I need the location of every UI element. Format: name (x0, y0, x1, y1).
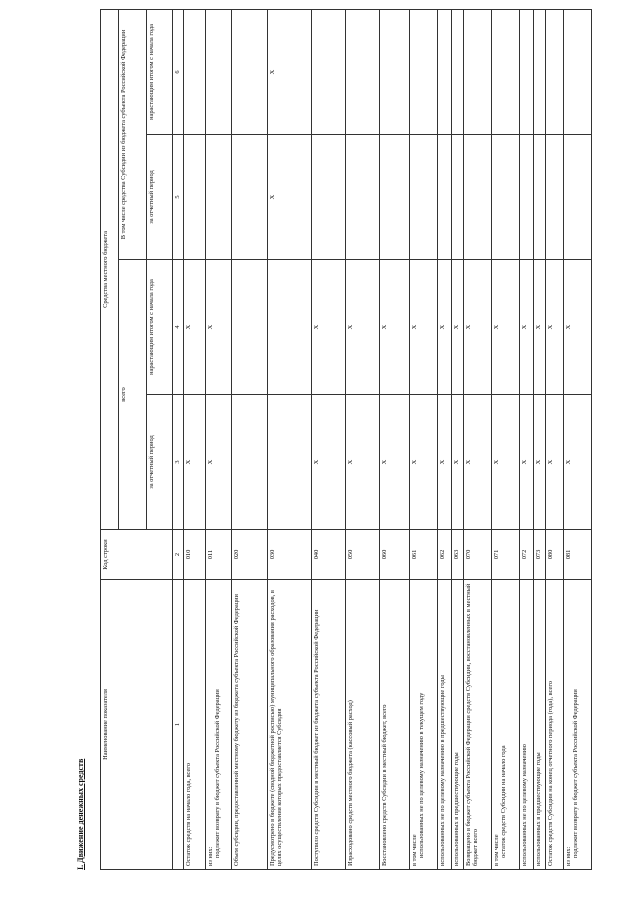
line-code-cell: 063 (451, 530, 463, 580)
value-cell-c3: Х (437, 395, 451, 530)
indicator-name-line: подлежит возврату в бюджет субъекта Российской Федерации (214, 689, 222, 858)
indicator-name-line: Восстановлено средств Субсидии в местный бюджет, всего (380, 704, 388, 866)
value-cell-c6 (545, 9, 563, 134)
line-code-cell: 060 (379, 530, 409, 580)
table-row (463, 9, 491, 869)
indicator-name-cell (519, 580, 533, 870)
column-number: 6 (173, 9, 184, 134)
line-code-cell: 070 (463, 530, 491, 580)
value-cell-c6 (491, 9, 519, 134)
value-cell-c6 (205, 9, 231, 134)
indicator-name-line: из них: (206, 846, 214, 866)
value-cell-c5 (345, 135, 379, 260)
header-total-period: за отчетный период (147, 395, 173, 530)
line-code-cell: 081 (563, 530, 591, 580)
value-cell-c5: Х (267, 135, 311, 260)
table-row (437, 9, 451, 869)
indicator-name-cell (451, 580, 463, 870)
value-cell-c3: Х (379, 395, 409, 530)
table-body (183, 9, 591, 869)
header-total-cumulative: нарастающим итогом с начала года (147, 260, 173, 395)
line-code-cell: 040 (311, 530, 345, 580)
line-code-cell: 062 (437, 530, 451, 580)
value-cell-c6 (563, 9, 591, 134)
value-cell-c5 (545, 135, 563, 260)
table-row (205, 9, 231, 869)
value-cell-c6: Х (267, 9, 311, 134)
value-cell-c5 (409, 135, 437, 260)
value-cell-c5 (491, 135, 519, 260)
value-cell-c4: Х (379, 260, 409, 395)
indicator-name-cell (311, 580, 345, 870)
value-cell-c3: Х (491, 395, 519, 530)
header-incl-subsidy: В том числе средства Субсидии из бюджета субъекта Российской Федерации (119, 9, 147, 259)
indicator-name-cell (533, 580, 545, 870)
value-cell-c4: Х (345, 260, 379, 395)
line-code-cell: 010 (183, 530, 205, 580)
value-cell-c4: Х (437, 260, 451, 395)
indicator-name-line: использованных не по целевому назначению в текущем году (418, 692, 426, 858)
value-cell-c4: Х (463, 260, 491, 395)
indicator-name-cell (491, 580, 519, 870)
indicator-name-line: Возвращено в бюджет субъекта Российской Федерации средств Субсидии, восстановленных в местный бюджет всего (464, 583, 480, 866)
value-cell-c4 (231, 260, 267, 395)
line-code-cell: 072 (519, 530, 533, 580)
table-row (451, 9, 463, 869)
rotated-document (76, 10, 640, 870)
line-code-cell: 080 (545, 530, 563, 580)
value-cell-c4: Х (545, 260, 563, 395)
indicator-name-line: остаток средств Субсидии на начало года (500, 745, 508, 858)
line-code-cell: 030 (267, 530, 311, 580)
value-cell-c5 (205, 135, 231, 260)
indicator-name-cell (267, 580, 311, 870)
header-local-budget: Средства местного бюджета (101, 9, 119, 529)
value-cell-c4: Х (451, 260, 463, 395)
indicator-name-cell (563, 580, 591, 870)
value-cell-c5 (437, 135, 451, 260)
header-total: всего (119, 260, 147, 530)
indicator-name-cell (409, 580, 437, 870)
header-indicator-name: Наименование показателя (101, 580, 173, 870)
table-row (533, 9, 545, 869)
table-row (183, 9, 205, 869)
indicator-name-cell (437, 580, 451, 870)
value-cell-c6 (345, 9, 379, 134)
table-row (311, 9, 345, 869)
value-cell-c4: Х (533, 260, 545, 395)
column-number: 2 (173, 530, 184, 580)
table-row (231, 9, 267, 869)
value-cell-c3: Х (345, 395, 379, 530)
line-code-cell: 050 (345, 530, 379, 580)
value-cell-c4: Х (491, 260, 519, 395)
line-code-cell: 071 (491, 530, 519, 580)
value-cell-c3: Х (451, 395, 463, 530)
indicator-name-cell (463, 580, 491, 870)
column-number: 5 (173, 135, 184, 260)
value-cell-c6 (437, 9, 451, 134)
line-code-cell: 020 (231, 530, 267, 580)
indicator-name-line: использованных в предшествующие годы (452, 752, 460, 866)
value-cell-c5 (519, 135, 533, 260)
column-number: 3 (173, 395, 184, 530)
value-cell-c6 (409, 9, 437, 134)
indicator-name-line: Предусмотрено в бюджете (сводной бюджетной росписью) муниципального образования расходов, в целях осуществления которых предоставляется Субсидия (268, 590, 284, 866)
value-cell-c5 (231, 135, 267, 260)
indicator-name-line: Остаток средств на начало года, всего (184, 763, 192, 866)
indicator-name-line: Поступило средств Субсидии в местный бюджет из бюджета субъекта Российской Федерации (312, 609, 320, 866)
indicator-name-cell (345, 580, 379, 870)
value-cell-c3: Х (311, 395, 345, 530)
value-cell-c3: Х (205, 395, 231, 530)
value-cell-c4: Х (311, 260, 345, 395)
header-line-code: Код строки (101, 530, 173, 580)
indicator-name-line: использованных не по целевому назначению (520, 744, 528, 866)
value-cell-c3: Х (463, 395, 491, 530)
indicator-name-cell (231, 580, 267, 870)
indicator-name-line: из них: (564, 846, 572, 866)
table-row (345, 9, 379, 869)
value-cell-c6 (533, 9, 545, 134)
table-row (267, 9, 311, 869)
value-cell-c3: Х (563, 395, 591, 530)
line-code-cell: 073 (533, 530, 545, 580)
value-cell-c6 (183, 9, 205, 134)
table-row (409, 9, 437, 869)
value-cell-c6 (519, 9, 533, 134)
value-cell-c4 (267, 260, 311, 395)
indicator-name-line: подлежит возврату в бюджет субъекта Российской Федерации (572, 689, 580, 858)
indicator-name-line: использованных не по целевому назначению в предшествующие годы (438, 675, 446, 866)
value-cell-c4: Х (519, 260, 533, 395)
header-subsidy-cumulative: нарастающим итогом с начала года (147, 9, 173, 134)
value-cell-c5 (183, 135, 205, 260)
value-cell-c5 (463, 135, 491, 260)
value-cell-c3: Х (409, 395, 437, 530)
indicator-name-cell (205, 580, 231, 870)
table-row (379, 9, 409, 869)
header-subsidy-period: за отчетный период (147, 135, 173, 260)
value-cell-c6 (231, 9, 267, 134)
table-row (563, 9, 591, 869)
cash-flow-table (100, 9, 592, 870)
indicator-name-line: использованных в предшествующие годы (534, 752, 542, 866)
value-cell-c4: Х (563, 260, 591, 395)
table-row (491, 9, 519, 869)
value-cell-c5 (311, 135, 345, 260)
column-number: 1 (173, 580, 184, 870)
line-code-cell: 011 (205, 530, 231, 580)
indicator-name-line: в том числе (410, 834, 418, 866)
value-cell-c6 (311, 9, 345, 134)
value-cell-c4: Х (409, 260, 437, 395)
value-cell-c5 (451, 135, 463, 260)
value-cell-c6 (463, 9, 491, 134)
value-cell-c4: Х (205, 260, 231, 395)
table-row (545, 9, 563, 869)
indicator-name-line: в том числе (492, 834, 500, 866)
value-cell-c3: Х (545, 395, 563, 530)
line-code-cell: 061 (409, 530, 437, 580)
value-cell-c5 (379, 135, 409, 260)
indicator-name-cell (379, 580, 409, 870)
value-cell-c3: Х (519, 395, 533, 530)
indicator-name-line: Израсходовано средств местного бюджета (кассовый расход) (346, 700, 354, 866)
indicator-name-line: Объем субсидии, предоставленной местному бюджету из бюджета субъекта Российской Федерации (232, 594, 240, 866)
value-cell-c3: Х (183, 395, 205, 530)
value-cell-c5 (563, 135, 591, 260)
value-cell-c6 (379, 9, 409, 134)
value-cell-c6 (451, 9, 463, 134)
value-cell-c3: Х (533, 395, 545, 530)
value-cell-c3 (267, 395, 311, 530)
value-cell-c3 (231, 395, 267, 530)
value-cell-c4: Х (183, 260, 205, 395)
column-number: 4 (173, 260, 184, 395)
section-title: I. Движение денежных средств (76, 758, 85, 870)
indicator-name-line: Остаток средств Субсидии на конец отчетного периода (года), всего (546, 681, 554, 866)
table-row (519, 9, 533, 869)
value-cell-c5 (533, 135, 545, 260)
indicator-name-cell (183, 580, 205, 870)
indicator-name-cell (545, 580, 563, 870)
